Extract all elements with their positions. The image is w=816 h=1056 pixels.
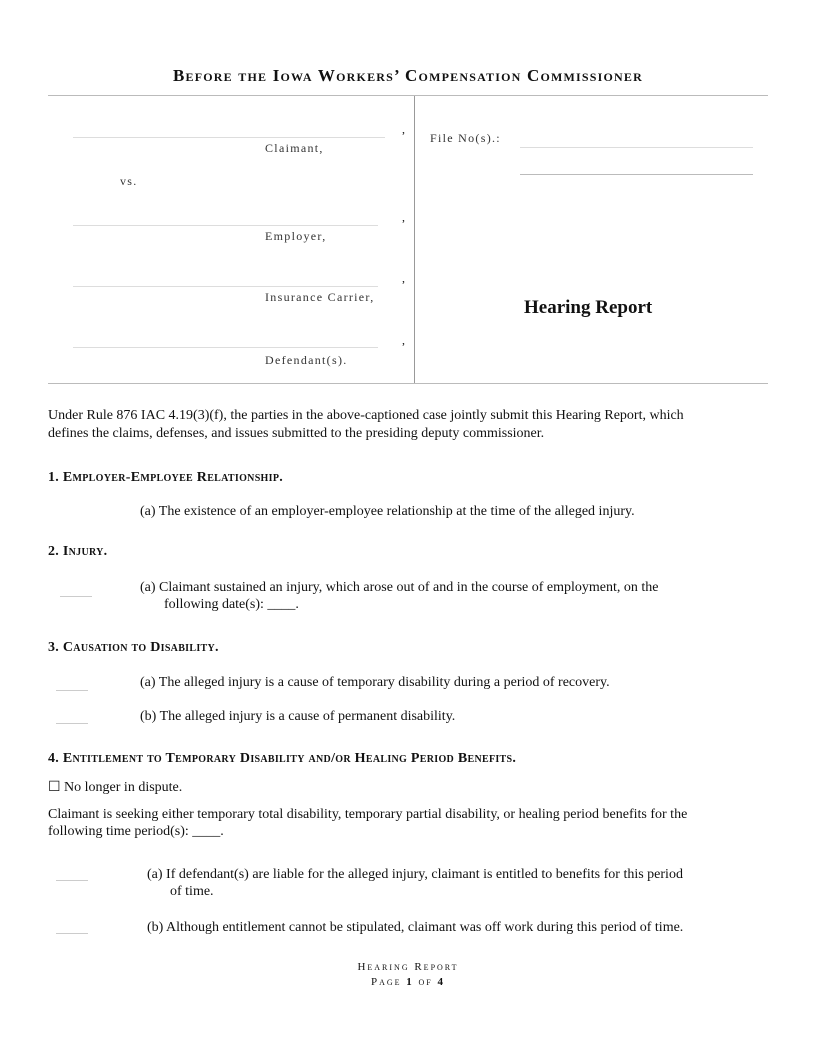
- stipulation-blank[interactable]: [56, 933, 88, 934]
- section-heading: 3. Causation to Disability.: [48, 640, 219, 655]
- no-longer-in-dispute-checkbox[interactable]: ☐ No longer in dispute.: [48, 780, 183, 795]
- intro-text: Under Rule 876 IAC 4.19(3)(f), the parties in the above-captioned case jointly submit this Hearing Report, which: [48, 408, 684, 423]
- page-number: [0, 976, 816, 988]
- item-text: (a) The existence of an employer-employee relationship at the time of the alleged injury.: [140, 504, 635, 519]
- item-text: (a) Claimant sustained an injury, which arose out of and in the course of employment, on the: [140, 580, 659, 595]
- file-no-label: File No(s).:: [430, 131, 501, 145]
- of-label: of: [418, 976, 433, 988]
- item-text: (a) The alleged injury is a cause of temporary disability during a period of recovery.: [140, 675, 610, 690]
- employer-label: Employer,: [265, 229, 327, 243]
- page-label: Page: [370, 976, 402, 988]
- claimant-label: Claimant,: [265, 141, 324, 155]
- claimant-field[interactable]: [73, 137, 385, 138]
- stipulation-blank[interactable]: [56, 690, 88, 691]
- item-text: (a) If defendant(s) are liable for the alleged injury, claimant is entitled to benefits for this period: [147, 867, 683, 882]
- section-heading: 2. Injury.: [48, 544, 108, 559]
- comma: ,: [402, 210, 405, 224]
- item-text: following date(s): ____.: [164, 597, 299, 612]
- carrier-label: Insurance Carrier,: [265, 290, 375, 304]
- total-pages: 4: [437, 976, 446, 988]
- carrier-field[interactable]: [73, 286, 378, 287]
- item-text: of time.: [170, 884, 214, 899]
- file-no-field-2[interactable]: [520, 174, 753, 175]
- court-title: Before the Iowa Workers’ Compensation Commissioner: [172, 66, 643, 85]
- vs-label: vs.: [120, 174, 138, 188]
- employer-field[interactable]: [73, 225, 378, 226]
- item-text: (b) Although entitlement cannot be stipulated, claimant was off work during this period of time.: [147, 920, 684, 935]
- body-text: following time period(s): ____.: [48, 824, 224, 839]
- comma: ,: [402, 271, 405, 285]
- divider: [414, 96, 415, 383]
- stipulation-blank[interactable]: [56, 880, 88, 881]
- section-heading: 4. Entitlement to Temporary Disability and/or Healing Period Benefits.: [48, 751, 517, 766]
- divider: [48, 95, 768, 96]
- section-heading: 1. Employer-Employee Relationship.: [48, 470, 284, 485]
- body-text: Claimant is seeking either temporary total disability, temporary partial disability, or healing period benefits for the: [48, 807, 688, 822]
- stipulation-blank[interactable]: [56, 723, 88, 724]
- file-no-field[interactable]: [520, 147, 753, 148]
- divider: [48, 383, 768, 384]
- comma: ,: [402, 122, 405, 136]
- item-text: (b) The alleged injury is a cause of permanent disability.: [140, 709, 456, 724]
- stipulation-blank[interactable]: [60, 596, 92, 597]
- document-title: Hearing Report: [524, 297, 653, 318]
- defendants-label: Defendant(s).: [265, 353, 348, 367]
- comma: ,: [402, 333, 405, 347]
- footer-title: Hearing Report: [357, 961, 459, 973]
- intro-text: defines the claims, defenses, and issues submitted to the presiding deputy commissioner.: [48, 426, 545, 441]
- defendants-field[interactable]: [73, 347, 378, 348]
- current-page: 1: [406, 976, 414, 988]
